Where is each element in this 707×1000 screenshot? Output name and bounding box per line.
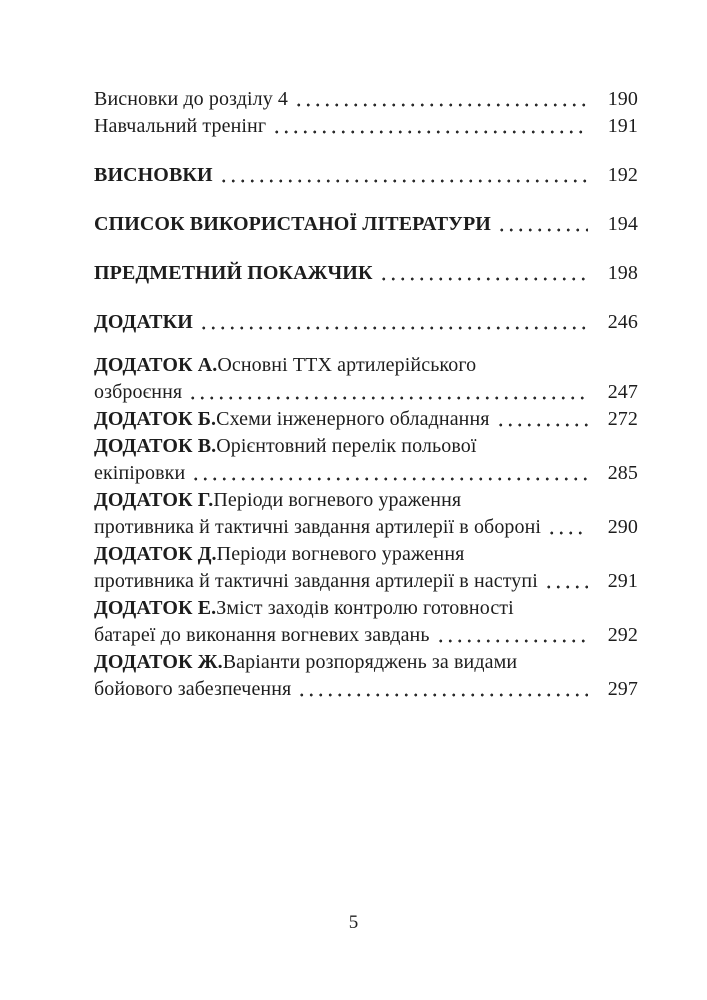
toc-entry-title-bold: ДОДАТОК Г. [94,489,214,511]
toc-row [94,568,638,595]
toc-entry-title: Основні ТТХ артилерійського [217,354,477,376]
dot-leader [436,639,588,643]
toc-page-number: 190 [607,88,638,110]
toc-entry-title-bold: СПИСОК ВИКОРИСТАНОЇ ЛІТЕРАТУРИ [94,213,491,235]
toc-row [94,595,638,622]
toc-page-number: 192 [607,164,638,186]
toc-page-number: 194 [607,213,638,235]
folio-page-number: 5 [348,912,359,933]
toc-entry-title: Висновки до розділу 4 [94,88,289,110]
toc-page-number: 290 [607,516,638,538]
dot-leader [199,326,588,330]
dot-leader [219,179,588,183]
toc-page-number: 297 [607,678,638,700]
dot-leader [272,130,588,134]
toc-entry-title: бойового забезпечення [94,678,292,700]
toc-page-number: 247 [607,381,638,403]
toc-row [94,460,638,487]
toc-entry-title-bold: ДОДАТОК А. [94,354,218,376]
toc-row [94,433,638,460]
dot-leader [547,531,588,535]
toc-entry-title: Зміст заходів контролю готовності [216,597,514,619]
toc-page-number: 246 [607,311,638,333]
toc-row [94,379,638,406]
toc-entry-title-bold: ДОДАТОК Ж. [94,651,223,673]
toc-entry-title: противника й тактичні завдання артилерії в обороні [94,516,542,538]
toc-page-number: 292 [607,624,638,646]
toc-entry-title-bold: ДОДАТОК Д. [94,543,217,565]
toc-page-number: 191 [607,115,638,137]
toc-row [94,352,638,379]
dot-leader [294,103,588,107]
toc-entry-title: Навчальний тренінг [94,115,267,137]
toc-entry-title-bold: ПРЕДМЕТНИЙ ПОКАЖЧИК [94,262,373,284]
toc-entry-title-bold: ДОДАТОК Е. [94,597,217,619]
toc-entry-title: противника й тактичні завдання артилерії в наступі [94,570,538,592]
table-of-contents [94,86,638,703]
toc-row [94,113,638,140]
dot-leader [188,396,588,400]
toc-page-number: 198 [607,262,638,284]
toc-page-number: 272 [607,408,638,430]
toc-entry-title: батареї до виконання вогневих завдань [94,624,430,646]
toc-entry-title: озброєння [94,381,183,403]
dot-leader [297,693,588,697]
toc-row [94,649,638,676]
toc-row [94,487,638,514]
toc-page-number: 285 [607,462,638,484]
toc-row [94,309,638,336]
dot-leader [544,585,588,589]
toc-entry-title-bold: ДОДАТОК В. [94,435,217,457]
toc-entry-title: Орієнтовний перелік польової [216,435,477,457]
toc-row [94,514,638,541]
toc-entry-title-bold: ВИСНОВКИ [94,164,213,186]
toc-entry-title-bold: ДОДАТКИ [94,311,193,333]
dot-leader [191,477,588,481]
toc-page-number: 291 [607,570,638,592]
toc-row [94,622,638,649]
toc-row [94,86,638,113]
toc-entry-title: Періоди вогневого ураження [213,489,462,511]
toc-entry-title: Варіанти розпоряджень за видами [222,651,518,673]
dot-leader [496,423,588,427]
toc-row [94,260,638,287]
toc-row [94,211,638,238]
toc-row [94,676,638,703]
toc-row [94,162,638,189]
toc-entry-title: екіпіровки [94,462,186,484]
dot-leader [497,228,588,232]
toc-entry-title-bold: ДОДАТОК Б. [94,408,217,430]
toc-row [94,406,638,433]
dot-leader [379,277,588,281]
toc-entry-title: Схеми інженерного обладнання [216,408,490,430]
toc-row [94,541,638,568]
toc-entry-title: Періоди вогневого ураження [216,543,465,565]
